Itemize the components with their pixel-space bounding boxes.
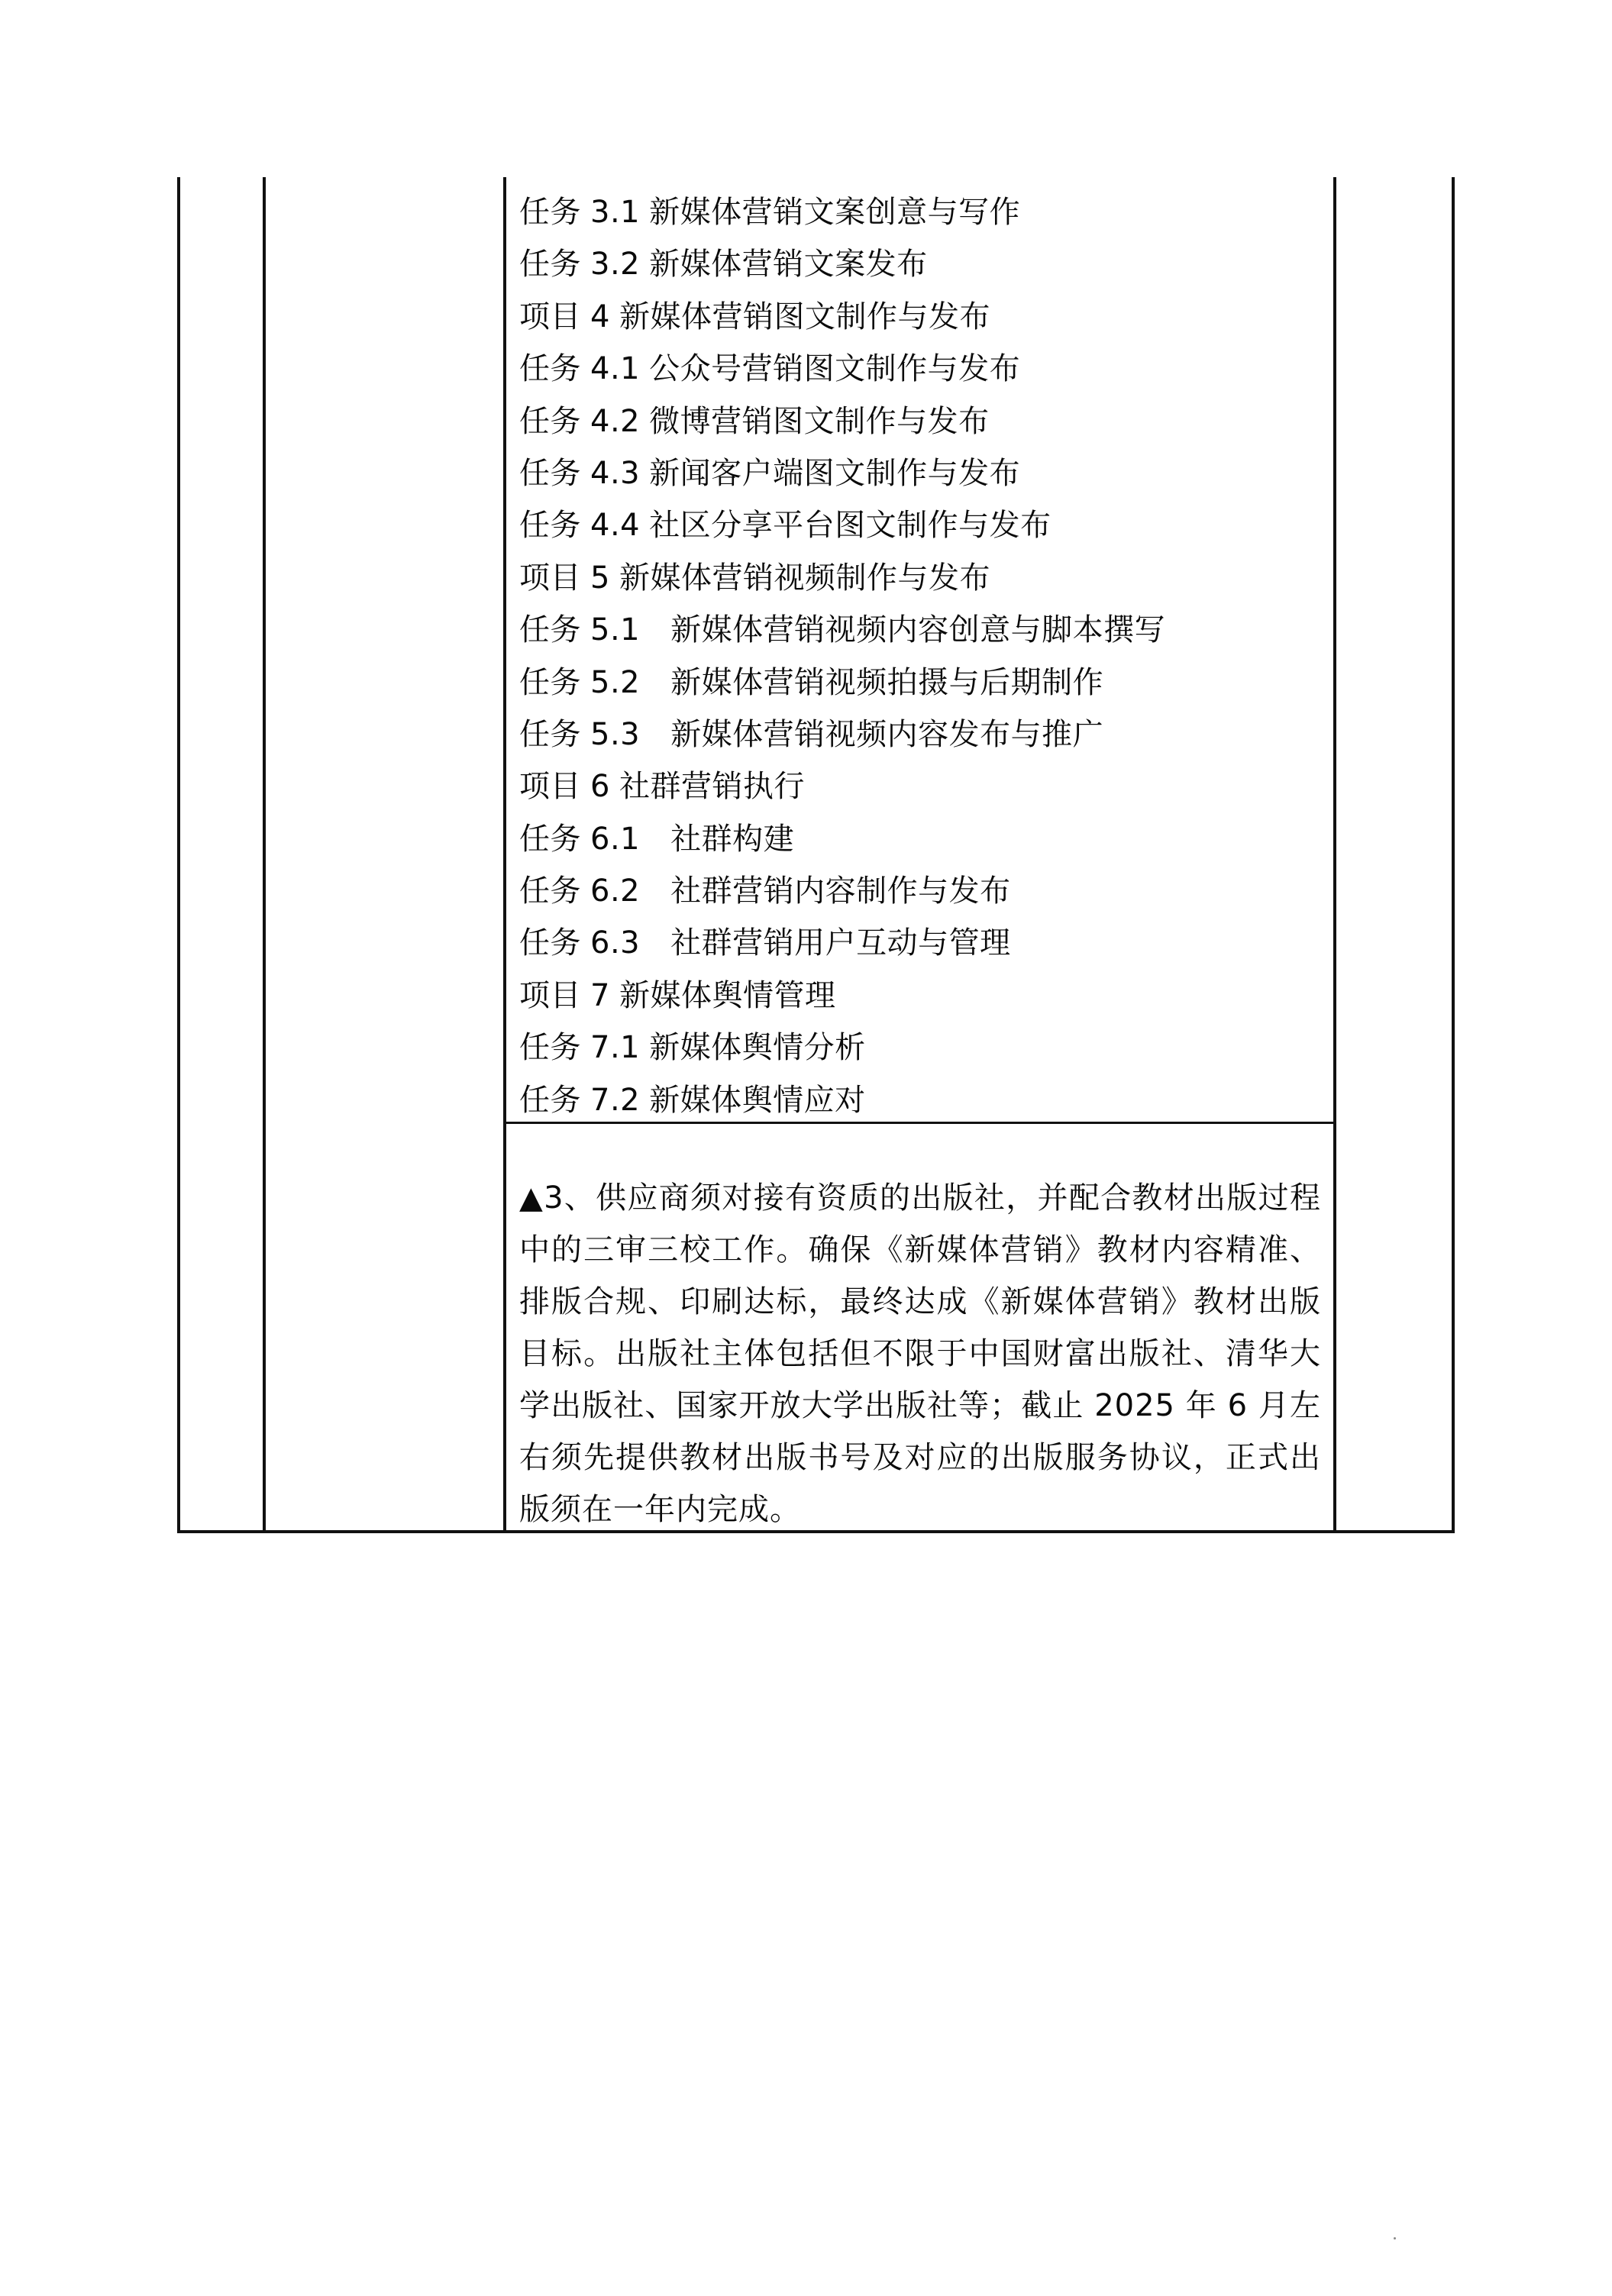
list-item: 任务 7.2 新媒体舆情应对 (519, 1082, 866, 1118)
table-border-right (1452, 177, 1455, 1532)
list-item: 任务 6.2 社群营销内容制作与发布 (519, 874, 1011, 909)
list-item: 任务 6.3 社群营销用户互动与管理 (519, 925, 1011, 961)
list-item: 任务 4.3 新闻客户端图文制作与发布 (519, 455, 1021, 491)
list-item: 任务 5.1 新媒体营销视频内容创意与脚本撰写 (519, 612, 1166, 648)
list-item: 项目 4 新媒体营销图文制作与发布 (519, 299, 990, 334)
table-column-divider-2 (503, 177, 506, 1532)
list-item: 任务 4.4 社区分享平台图文制作与发布 (519, 508, 1052, 544)
list-item: 任务 4.2 微博营销图文制作与发布 (519, 403, 990, 439)
table-column-divider-1 (263, 177, 266, 1532)
table-column-divider-3 (1333, 177, 1336, 1532)
list-item: 任务 3.1 新媒体营销文案创意与写作 (519, 195, 1021, 230)
list-item: 任务 4.1 公众号营销图文制作与发布 (519, 351, 1021, 387)
list-item: 项目 7 新媒体舆情管理 (519, 977, 836, 1013)
list-item: 项目 5 新媒体营销视频制作与发布 (519, 560, 990, 596)
task-list (519, 186, 1321, 1126)
list-item: 任务 6.1 社群构建 (519, 821, 795, 857)
list-item: 项目 6 社群营销执行 (519, 769, 805, 805)
requirement-paragraph: ▲3、供应商须对接有资质的出版社，并配合教材出版过程中的三审三校工作。确保《新媒体营销》教材内容精准、排版合规、印刷达标，最终达成《新媒体营销》教材出版目标。出版社主体包括但不限于中国财富出版社、清华大学出版社、国家开放大学出版社等；截止 2025 年 6 月左右须先提供教材出版书号及对应的出版服务协议，正式出版须在一年内完成。 (519, 1180, 1321, 1527)
list-item: 任务 3.2 新媒体营销文案发布 (519, 247, 928, 283)
list-item: 任务 5.3 新媒体营销视频内容发布与推广 (519, 716, 1104, 752)
list-item: 任务 5.2 新媒体营销视频拍摄与后期制作 (519, 664, 1104, 700)
list-item: 任务 7.1 新媒体舆情分析 (519, 1030, 866, 1066)
table-border-left (177, 177, 180, 1532)
scan-speck (1394, 2237, 1396, 2239)
